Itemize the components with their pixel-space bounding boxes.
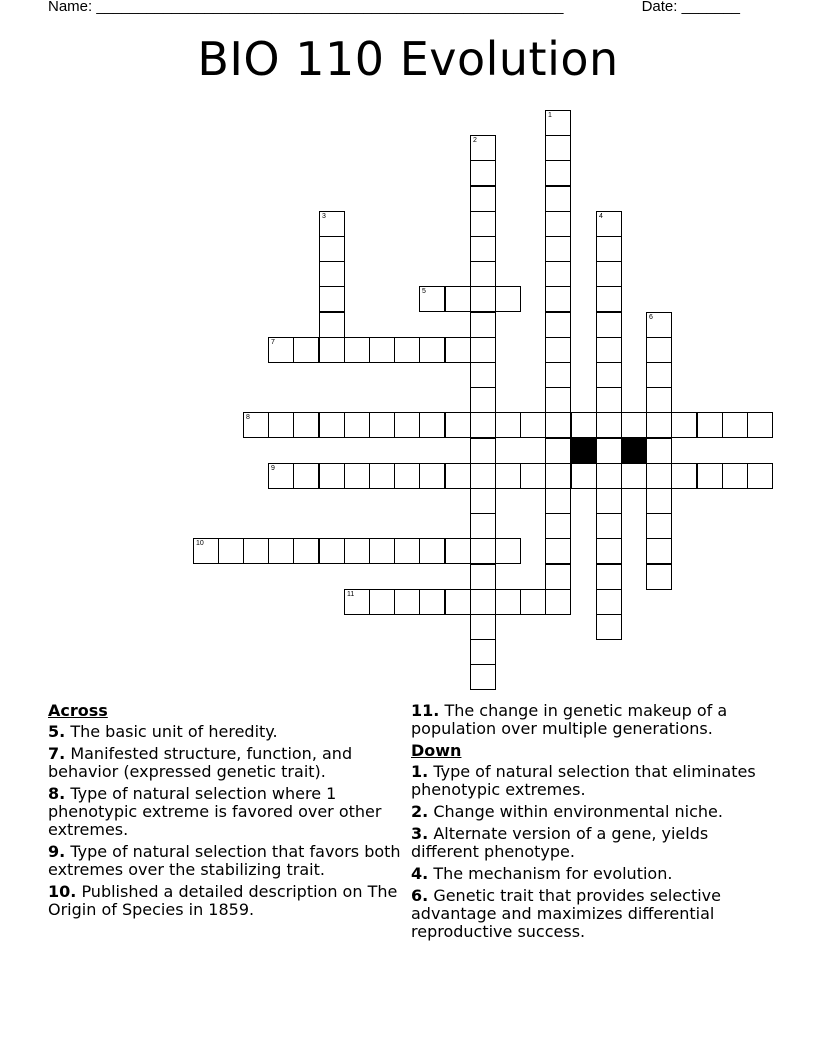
grid-cell[interactable] [646, 513, 672, 539]
grid-cell[interactable] [495, 589, 521, 615]
grid-cell[interactable] [545, 236, 571, 262]
cell-number: 3 [322, 213, 326, 220]
grid-cell[interactable] [470, 614, 496, 640]
grid-cell[interactable] [646, 463, 672, 489]
grid-cell[interactable] [596, 312, 622, 338]
clue-number: 11. [411, 701, 440, 720]
grid-cell[interactable] [419, 286, 445, 312]
grid-cell[interactable] [470, 286, 496, 312]
grid-cell[interactable] [319, 463, 345, 489]
grid-cell[interactable] [646, 312, 672, 338]
grid-cell[interactable] [293, 337, 319, 363]
grid-cell[interactable] [319, 337, 345, 363]
across-clue-10 [48, 883, 408, 919]
clue-number: 8. [48, 784, 66, 803]
grid-cell[interactable] [470, 211, 496, 237]
down-clue-1 [411, 763, 771, 799]
grid-cell[interactable] [646, 488, 672, 514]
grid-cell[interactable] [470, 362, 496, 388]
clue-text: The basic unit of heredity. [70, 722, 278, 741]
grid-cell[interactable] [470, 236, 496, 262]
grid-cell[interactable] [545, 186, 571, 212]
grid-cell[interactable] [445, 538, 471, 564]
grid-cell[interactable] [470, 135, 496, 161]
cell-number: 6 [649, 314, 653, 321]
grid-cell[interactable] [571, 463, 597, 489]
grid-cell[interactable] [697, 463, 723, 489]
grid-cell[interactable] [470, 488, 496, 514]
grid-cell[interactable] [722, 412, 748, 438]
grid-cell[interactable] [470, 538, 496, 564]
grid-cell[interactable] [369, 538, 395, 564]
grid-cell[interactable] [596, 337, 622, 363]
grid-cell[interactable] [545, 211, 571, 237]
grid-cell[interactable] [445, 463, 471, 489]
grid-cell[interactable] [319, 211, 345, 237]
clue-number: 1. [411, 762, 429, 781]
grid-cell[interactable] [293, 463, 319, 489]
grid-cell[interactable] [344, 589, 370, 615]
grid-cell[interactable] [646, 412, 672, 438]
across-clue-9 [48, 843, 408, 879]
grid-cell[interactable] [445, 286, 471, 312]
grid-cell[interactable] [470, 564, 496, 590]
clue-text: The change in genetic makeup of a population over multiple generations. [411, 701, 728, 738]
grid-cell[interactable] [545, 513, 571, 539]
grid-cell[interactable] [495, 412, 521, 438]
grid-cell[interactable] [319, 261, 345, 287]
cell-number: 11 [347, 591, 355, 598]
grid-cell[interactable] [470, 463, 496, 489]
grid-cell[interactable] [470, 639, 496, 665]
down-clue-2 [411, 803, 771, 821]
cell-number: 10 [196, 540, 204, 547]
cell-number: 1 [548, 112, 552, 119]
grid-cell[interactable] [369, 589, 395, 615]
across-clue-5 [48, 723, 408, 741]
grid-cell[interactable] [243, 412, 269, 438]
down-clue-3 [411, 825, 771, 861]
grid-cell[interactable] [596, 564, 622, 590]
grid-cell[interactable] [596, 614, 622, 640]
grid-cell[interactable] [243, 538, 269, 564]
clue-text: Type of natural selection that favors both extremes over the stabilizing trait. [48, 842, 401, 879]
grid-cell[interactable] [495, 538, 521, 564]
grid-cell[interactable] [722, 463, 748, 489]
grid-cell[interactable] [470, 664, 496, 690]
grid-cell[interactable] [646, 387, 672, 413]
clue-number: 7. [48, 744, 66, 763]
grid-cell[interactable] [369, 337, 395, 363]
clue-text: Alternate version of a gene, yields different phenotype. [411, 824, 709, 861]
grid-cell[interactable] [545, 160, 571, 186]
grid-cell[interactable] [596, 513, 622, 539]
clue-text: The mechanism for evolution. [433, 864, 673, 883]
down-clue-4 [411, 865, 771, 883]
cell-number: 2 [473, 137, 477, 144]
grid-cell[interactable] [470, 186, 496, 212]
cell-number: 7 [271, 339, 275, 346]
grid-cell[interactable] [419, 538, 445, 564]
grid-cell[interactable] [394, 589, 420, 615]
grid-cell[interactable] [394, 538, 420, 564]
grid-cell[interactable] [319, 538, 345, 564]
clue-number: 4. [411, 864, 429, 883]
grid-cell[interactable] [319, 312, 345, 338]
grid-cell[interactable] [470, 261, 496, 287]
clue-number: 2. [411, 802, 429, 821]
grid-cell[interactable] [596, 412, 622, 438]
grid-cell[interactable] [344, 337, 370, 363]
grid-cell[interactable] [319, 412, 345, 438]
grid-cell[interactable] [545, 110, 571, 136]
grid-cell[interactable] [193, 538, 219, 564]
grid-cell[interactable] [470, 412, 496, 438]
grid-cell[interactable] [596, 211, 622, 237]
grid-cell[interactable] [520, 412, 546, 438]
grid-cell[interactable] [646, 337, 672, 363]
grid-cell[interactable] [545, 286, 571, 312]
grid-cell[interactable] [344, 412, 370, 438]
clue-number: 5. [48, 722, 66, 741]
grid-cell[interactable] [646, 438, 672, 464]
grid-cell[interactable] [545, 589, 571, 615]
grid-cell[interactable] [520, 463, 546, 489]
clue-text: Type of natural selection where 1 phenotypic extreme is favored over other extremes. [48, 784, 382, 839]
grid-cell[interactable] [621, 412, 647, 438]
clue-text: Genetic trait that provides selective advantage and maximizes differential reproductive success. [411, 886, 721, 941]
across-clue-7 [48, 745, 408, 781]
down-clue-6 [411, 887, 771, 941]
grid-cell[interactable] [596, 261, 622, 287]
cell-number: 5 [422, 288, 426, 295]
across-clue-11 [411, 702, 771, 738]
grid-cell[interactable] [369, 463, 395, 489]
grid-cell[interactable] [697, 412, 723, 438]
grid-cell[interactable] [394, 463, 420, 489]
grid-cell[interactable] [596, 362, 622, 388]
cell-number: 8 [246, 414, 250, 421]
across-clue-8 [48, 785, 408, 839]
grid-cell[interactable] [520, 589, 546, 615]
grid-cell[interactable] [495, 463, 521, 489]
grid-cell[interactable] [545, 261, 571, 287]
clues-right-column [411, 702, 771, 945]
grid-cell[interactable] [596, 538, 622, 564]
grid-cell[interactable] [293, 538, 319, 564]
grid-cell[interactable] [470, 312, 496, 338]
page-title: BIO 110 Evolution [197, 32, 619, 86]
black-cell [571, 438, 596, 463]
grid-cell[interactable] [445, 589, 471, 615]
clue-number: 9. [48, 842, 66, 861]
grid-cell[interactable] [419, 589, 445, 615]
grid-cell[interactable] [671, 412, 697, 438]
grid-cell[interactable] [545, 488, 571, 514]
grid-cell[interactable] [344, 463, 370, 489]
clue-number: 10. [48, 882, 77, 901]
grid-cell[interactable] [319, 236, 345, 262]
grid-cell[interactable] [596, 438, 622, 464]
grid-cell[interactable] [495, 286, 521, 312]
grid-cell[interactable] [646, 564, 672, 590]
clue-number: 6. [411, 886, 429, 905]
grid-cell[interactable] [545, 412, 571, 438]
clue-number: 3. [411, 824, 429, 843]
grid-cell[interactable] [545, 135, 571, 161]
grid-cell[interactable] [545, 337, 571, 363]
name-field[interactable]: Name: ________________________________________________________ [48, 0, 564, 15]
grid-cell[interactable] [671, 463, 697, 489]
grid-cell[interactable] [596, 488, 622, 514]
grid-cell[interactable] [596, 236, 622, 262]
grid-cell[interactable] [596, 463, 622, 489]
clue-text: Manifested structure, function, and behavior (expressed genetic trait). [48, 744, 353, 781]
grid-cell[interactable] [293, 412, 319, 438]
grid-cell[interactable] [646, 538, 672, 564]
grid-cell[interactable] [545, 438, 571, 464]
grid-cell[interactable] [470, 337, 496, 363]
clue-text: Published a detailed description on The Origin of Species in 1859. [48, 882, 398, 919]
across-heading: Across [48, 701, 108, 720]
down-heading: Down [411, 741, 462, 760]
grid-cell[interactable] [419, 463, 445, 489]
grid-cell[interactable] [646, 362, 672, 388]
black-cell [621, 438, 646, 463]
grid-cell[interactable] [621, 463, 647, 489]
grid-cell[interactable] [470, 160, 496, 186]
grid-cell[interactable] [596, 286, 622, 312]
grid-cell[interactable] [394, 337, 420, 363]
grid-cell[interactable] [571, 412, 597, 438]
clue-text: Type of natural selection that eliminates phenotypic extremes. [411, 762, 756, 799]
grid-cell[interactable] [268, 412, 294, 438]
grid-cell[interactable] [319, 286, 345, 312]
grid-cell[interactable] [268, 538, 294, 564]
grid-cell[interactable] [470, 513, 496, 539]
grid-cell[interactable] [545, 387, 571, 413]
grid-cell[interactable] [445, 412, 471, 438]
grid-cell[interactable] [419, 337, 445, 363]
grid-cell[interactable] [747, 412, 773, 438]
date-field[interactable]: Date: _______ [641, 0, 740, 15]
grid-cell[interactable] [369, 412, 395, 438]
cell-number: 9 [271, 465, 275, 472]
grid-cell[interactable] [344, 538, 370, 564]
grid-cell[interactable] [218, 538, 244, 564]
grid-cell[interactable] [545, 312, 571, 338]
cell-number: 4 [599, 213, 603, 220]
grid-cell[interactable] [545, 564, 571, 590]
grid-cell[interactable] [470, 589, 496, 615]
grid-cell[interactable] [419, 412, 445, 438]
grid-cell[interactable] [445, 337, 471, 363]
grid-cell[interactable] [268, 337, 294, 363]
grid-cell[interactable] [747, 463, 773, 489]
grid-cell[interactable] [596, 589, 622, 615]
grid-cell[interactable] [394, 412, 420, 438]
clue-text: Change within environmental niche. [433, 802, 723, 821]
grid-cell[interactable] [470, 387, 496, 413]
clues-left-column [48, 702, 408, 923]
grid-cell[interactable] [268, 463, 294, 489]
grid-cell[interactable] [545, 463, 571, 489]
grid-cell[interactable] [470, 438, 496, 464]
grid-cell[interactable] [596, 387, 622, 413]
grid-cell[interactable] [545, 362, 571, 388]
grid-cell[interactable] [545, 538, 571, 564]
